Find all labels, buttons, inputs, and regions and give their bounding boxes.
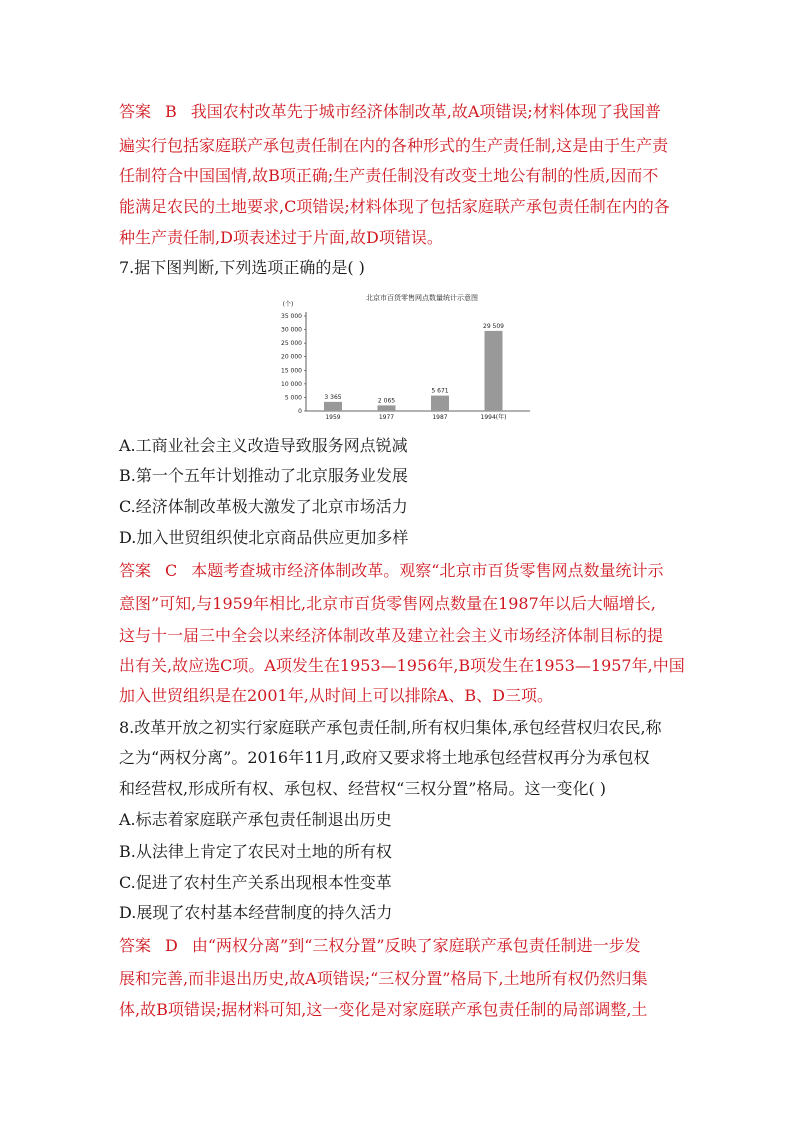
q6-answer-line-3: 任制符合中国国情,故B项正确;生产责任制没有改变土地公有制的性质,因而不 xyxy=(119,166,659,185)
q7-answer-line-4: 出有关,故应选C项。A项发生在1953—1956年,B项发生在1953—1957年,中国 xyxy=(119,656,685,675)
answer-label: 答案 xyxy=(119,102,152,121)
bar-1987 xyxy=(431,396,449,411)
q8-option-a: A.标志着家庭联产承包责任制退出历史 xyxy=(119,810,392,829)
y-tick-label: 35 000 xyxy=(281,313,302,320)
q8-answer-line-3: 体,故B项错误;据材料可知,这一变化是对家庭联产承包责任制的局部调整,土 xyxy=(119,1000,648,1019)
answer-letter: C xyxy=(165,561,178,580)
q8-stem-line-2: 之为“两权分离”。2016年11月,政府又要求将土地承包经营权再分为承包权 xyxy=(119,748,650,767)
y-unit-label: (个) xyxy=(282,301,294,308)
answer-letter: D xyxy=(165,936,178,955)
answer-text: 本题考查城市经济体制改革。观察“北京市百货零售网点数量统计示 xyxy=(191,561,664,580)
y-tick-label: 0 xyxy=(298,408,302,415)
answer-text: 我国农村改革先于城市经济体制改革,故A项错误;材料体现了我国普 xyxy=(190,102,661,121)
bar-chart xyxy=(268,286,538,426)
q7-answer-line-2: 意图”可知,与1959年相比,北京市百货零售网点数量在1987年以后大幅增长, xyxy=(119,594,656,613)
q7-option-c: C.经济体制改革极大激发了北京市场活力 xyxy=(119,497,408,516)
bar-value-label: 3 365 xyxy=(324,393,342,401)
x-tick-label: 1987 xyxy=(432,414,448,421)
chart-title: 北京市百货零售网点数量统计示意图 xyxy=(366,294,478,302)
y-tick-label: 20 000 xyxy=(281,353,302,361)
y-tick-label: 5 000 xyxy=(284,394,302,402)
bar-1959 xyxy=(324,402,342,411)
x-tick-label: 1959 xyxy=(325,414,341,421)
q8-option-c: C.促进了农村生产关系出现根本性变革 xyxy=(119,873,392,892)
q7-answer-line-1 xyxy=(119,561,663,581)
answer-letter: B xyxy=(165,102,177,121)
q7-stem: 7.据下图判断,下列选项正确的是( ) xyxy=(119,258,365,277)
q7-answer-line-5: 加入世贸组织是在2001年,从时间上可以排除A、B、D三项。 xyxy=(119,686,553,705)
bar-value-label: 5 671 xyxy=(431,387,449,395)
q8-option-b: B.从法律上肯定了农民对土地的所有权 xyxy=(119,842,392,861)
x-tick-label: 1994(年) xyxy=(480,414,507,421)
y-tick-label: 25 000 xyxy=(281,340,302,348)
q8-option-d: D.展现了农村基本经营制度的持久活力 xyxy=(119,903,393,922)
q8-stem-line-3: 和经营权,形成所有权、承包权、经营权“三权分置”格局。这一变化( ) xyxy=(119,779,607,798)
q6-answer-line-5: 种生产责任制,D项表述过于片面,故D项错误。 xyxy=(119,228,443,247)
bar-value-label: 29 509 xyxy=(483,322,504,330)
q7-option-a: A.工商业社会主义改造导致服务网点锐减 xyxy=(119,436,408,455)
bar-1994 xyxy=(485,331,503,411)
q7-option-b: B.第一个五年计划推动了北京服务业发展 xyxy=(119,466,408,485)
bar-1977 xyxy=(378,405,396,411)
q8-stem-line-1: 8.改革开放之初实行家庭联产承包责任制,所有权归集体,承包经营权归农民,称 xyxy=(119,718,662,737)
q6-answer-line-4: 能满足农民的土地要求,C项错误;材料体现了包括家庭联产承包责任制在内的各 xyxy=(119,197,670,216)
q6-answer-line-1 xyxy=(119,102,661,122)
y-tick-label: 10 000 xyxy=(281,380,302,388)
q8-answer-line-2: 展和完善,而非退出历史,故A项错误;“三权分置”格局下,土地所有权仍然归集 xyxy=(119,969,648,988)
q7-answer-line-3: 这与十一届三中全会以来经济体制改革及建立社会主义市场经济体制目标的提 xyxy=(119,626,664,645)
y-tick-label: 30 000 xyxy=(281,326,302,334)
bar-value-label: 2 065 xyxy=(377,397,396,405)
q6-answer-line-2: 遍实行包括家庭联产承包责任制在内的各种形式的生产责任制,这是由于生产责 xyxy=(119,136,669,155)
x-tick-label: 1977 xyxy=(378,414,395,421)
q7-option-d: D.加入世贸组织使北京商品供应更加多样 xyxy=(119,528,409,547)
q8-answer-line-1 xyxy=(119,936,641,956)
answer-text: 由“两权分离”到“三权分置”反映了家庭联产承包责任制进一步发 xyxy=(191,936,641,955)
answer-label: 答案 xyxy=(119,936,152,955)
y-tick-label: 15 000 xyxy=(281,367,302,375)
answer-label: 答案 xyxy=(119,561,152,580)
